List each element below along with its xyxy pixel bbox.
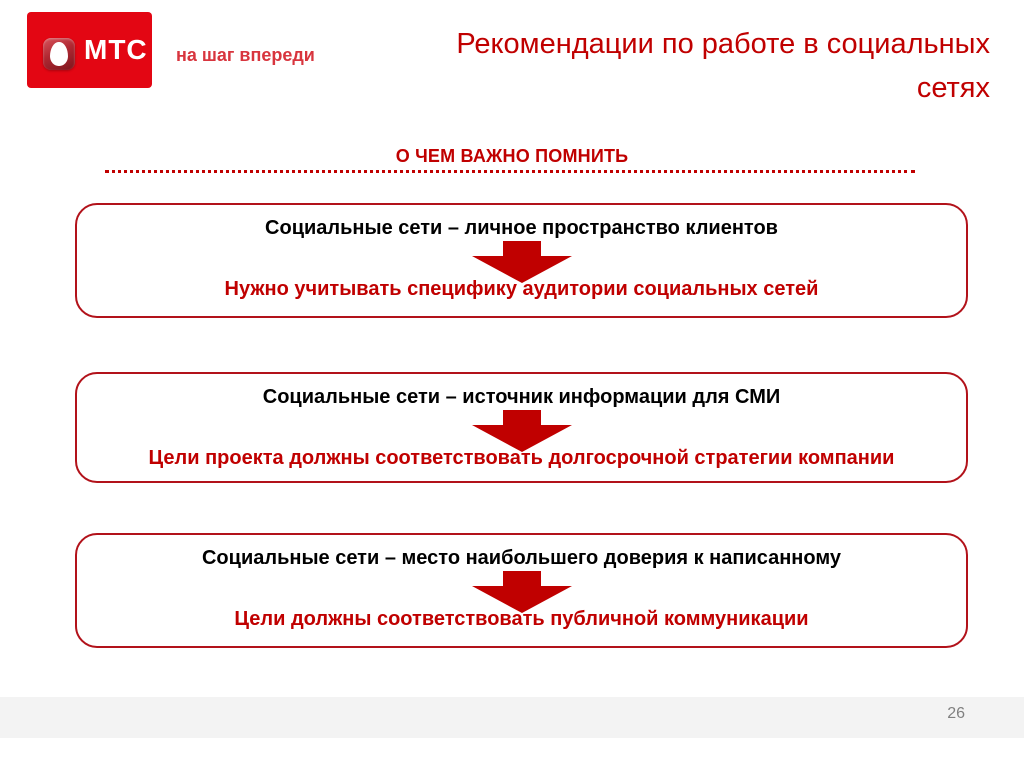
slide-title bbox=[290, 22, 990, 110]
down-arrow-icon bbox=[472, 241, 572, 283]
flow-box-1 bbox=[75, 203, 968, 318]
egg-icon bbox=[50, 42, 68, 66]
down-arrow-icon bbox=[472, 410, 572, 452]
logo-brand-text: МТС bbox=[84, 34, 148, 65]
mts-logo bbox=[27, 12, 152, 88]
flow-box-2 bbox=[75, 372, 968, 483]
footer-band bbox=[0, 697, 1024, 738]
logo-tagline: на шаг впереди bbox=[176, 45, 315, 65]
flow-box-3 bbox=[75, 533, 968, 648]
slide-title-line2: сетях bbox=[916, 72, 990, 104]
section-subtitle: О ЧЕМ ВАЖНО ПОМНИТЬ bbox=[395, 146, 629, 166]
dotted-divider bbox=[105, 170, 915, 173]
egg-badge bbox=[43, 38, 75, 70]
down-arrow-icon bbox=[472, 571, 572, 613]
slide-title-line1: Рекомендации по работе в социальных bbox=[456, 28, 990, 60]
box-3-heading: Социальные сети – место наибольшего доверия к написанному bbox=[201, 547, 841, 569]
box-1-conclusion: Нужно учитывать специфику аудитории социальных сетей bbox=[224, 278, 819, 300]
page-number: 26 bbox=[947, 705, 965, 722]
box-1-heading: Социальные сети – личное пространство клиентов bbox=[265, 217, 778, 239]
box-2-heading: Социальные сети – источник информации для СМИ bbox=[262, 386, 781, 408]
box-3-conclusion: Цели должны соответствовать публичной коммуникации bbox=[234, 608, 809, 630]
box-2-conclusion: Цели проекта должны соответствовать долгосрочной стратегии компании bbox=[148, 447, 895, 469]
